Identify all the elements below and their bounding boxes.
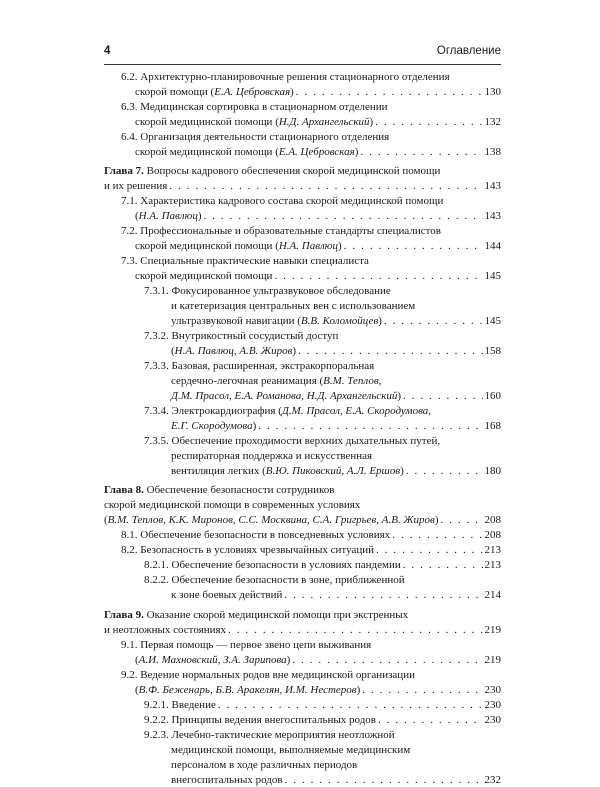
toc-entry-9-2-2: 9.2.2. Принципы ведения внегоспитальных родов . . . 230 xyxy=(144,714,501,727)
page-ref: 232 xyxy=(484,774,501,786)
toc-entry-7-3-2-cont: (Н.А. Павлюц, А.В. Жиров) . . . 158 xyxy=(171,345,501,358)
toc-entry-8-2-1: 8.2.1. Обеспечение безопасности в условиях пандемии . . . 213 xyxy=(144,559,501,572)
page-ref: 143 xyxy=(484,210,501,222)
page-ref: 158 xyxy=(484,345,501,357)
dot-leader xyxy=(296,86,483,99)
page-ref: 145 xyxy=(484,270,501,282)
dot-leader xyxy=(285,774,483,787)
toc-chapter-8-cont: скорой медицинской помощи в современных условиях xyxy=(104,499,361,511)
page-ref: 180 xyxy=(484,465,501,477)
toc-entry-7-3-1-cont: и катетеризация центральных вен с использованием xyxy=(171,300,416,312)
dot-leader xyxy=(274,270,482,283)
toc-entry-8-2: 8.2. Безопасность в условиях чрезвычайных ситуаций . . . 213 xyxy=(121,544,501,557)
toc-entry-9-2-3-cont: медицинской помощи, выполняемые медицинским xyxy=(171,744,411,756)
dot-leader xyxy=(362,684,482,697)
dot-leader xyxy=(378,714,482,727)
toc-chapter-9-cont: и неотложных состояниях . . . 219 xyxy=(104,624,501,637)
toc-entry-7-3-5-cont: респираторная поддержка и искусственная xyxy=(171,450,373,462)
dot-leader xyxy=(360,146,482,159)
dot-leader xyxy=(375,116,482,129)
toc-entry-9-2-3-cont3: внегоспитальных родов . . . 232 xyxy=(171,774,501,787)
page-ref: 208 xyxy=(484,529,501,541)
dot-leader xyxy=(406,465,483,478)
page-ref: 160 xyxy=(484,390,501,402)
toc-entry-6-3-cont: скорой медицинской помощи (Н.Д. Архангельский) . . . 132 xyxy=(135,116,501,129)
toc-entry-7-3-3-cont2: Д.М. Прасол, Е.А. Романова, Н.Д. Архангельский) . . . 160 xyxy=(171,390,501,403)
toc-entry-7-1-cont: (Н.А. Павлюц) . . . 143 xyxy=(135,210,501,223)
toc-entry-7-3-1-cont2: ультразвуковой навигации (В.В. Коломойцев) . . . 145 xyxy=(171,315,501,328)
toc-entry-6-4: 6.4. Организация деятельности стационарного отделения xyxy=(121,131,390,143)
toc-entry-7-3-3-cont: сердечно-легочная реанимация (В.М. Теплов, xyxy=(171,375,382,387)
dot-leader xyxy=(218,699,483,712)
page-ref: 230 xyxy=(484,699,501,711)
toc-entry-9-2-3: 9.2.3. Лечебно-тактические мероприятия неотложной xyxy=(144,729,395,741)
toc-entry-8-2-2: 8.2.2. Обеспечение безопасности в зоне, приближенной xyxy=(144,574,405,586)
toc-entry-9-2-3-cont2: персоналом в ходе различных периодов xyxy=(171,759,358,771)
page-ref: 143 xyxy=(484,180,501,192)
toc-entry-7-3-4: 7.3.4. Электрокардиография (Д.М. Прасол, Е.А. Скородумова, xyxy=(144,405,432,417)
toc-entry-7-3: 7.3. Специальные практические навыки специалиста xyxy=(121,255,369,267)
toc-entry-7-3-2: 7.3.2. Внутрикостный сосудистый доступ xyxy=(144,330,339,342)
running-header xyxy=(104,47,501,59)
page-ref: 168 xyxy=(484,420,501,432)
toc-entry-6-2-cont: скорой помощи (Е.А. Цебровская) . . . 130 xyxy=(135,86,501,99)
toc-entry-6-3: 6.3. Медицинская сортировка в стационарном отделении xyxy=(121,101,388,113)
page-ref: 130 xyxy=(484,86,501,98)
toc-entry-9-1: 9.1. Первая помощь — первое звено цепи выживания xyxy=(121,639,372,651)
page-ref: 144 xyxy=(484,240,501,252)
dot-leader xyxy=(376,544,483,557)
page-ref: 145 xyxy=(484,315,501,327)
running-title: Оглавление xyxy=(436,45,501,57)
toc-entry-7-2-cont: скорой медицинской помощи (Н.А. Павлюц) . . . 144 xyxy=(135,240,501,253)
toc-entry-7-3-4-cont: Е.Г. Скородумова) . . . 168 xyxy=(171,420,501,433)
toc-entry-7-1: 7.1. Характеристика кадрового состава скорой медицинской помощи xyxy=(121,195,444,207)
dot-leader xyxy=(344,240,483,253)
dot-leader xyxy=(403,559,483,572)
toc-entry-7-3-cont: скорой медицинской помощи . . . 145 xyxy=(135,270,501,283)
dot-leader xyxy=(440,514,482,527)
page-ref: 208 xyxy=(484,514,501,526)
toc-entry-8-2-2-cont: к зоне боевых действий . . . 214 xyxy=(171,589,501,602)
dot-leader xyxy=(403,390,482,403)
toc-entry-6-4-cont: скорой медицинской помощи (Е.А. Цебровская) . . . 138 xyxy=(135,146,501,159)
toc-entry-9-2-1: 9.2.1. Введение . . . 230 xyxy=(144,699,501,712)
page-ref: 219 xyxy=(484,624,501,636)
dot-leader xyxy=(292,654,482,667)
dot-leader xyxy=(228,624,482,637)
dot-leader xyxy=(169,180,482,193)
page-ref: 214 xyxy=(484,589,501,601)
toc-chapter-8-cont2: (В.М. Теплов, К.К. Миронов, С.С. Москвина, С.А. Григрьев, А.В. Жиров) . . . 208 xyxy=(104,514,501,527)
toc-entry-9-2: 9.2. Ведение нормальных родов вне медицинской организации xyxy=(121,669,415,681)
page-ref: 213 xyxy=(484,544,501,556)
page-number: 4 xyxy=(104,45,111,57)
dot-leader xyxy=(258,420,482,433)
toc-chapter-9: Глава 9. Оказание скорой медицинской помощи при экстренных xyxy=(104,609,409,621)
toc-chapter-8: Глава 8. Обеспечение безопасности сотрудников xyxy=(104,484,335,496)
toc-chapter-7-cont: и их решения . . . 143 xyxy=(104,180,501,193)
toc-entry-9-2-cont: (В.Ф. Беженарь, Б.В. Аракелян, И.М. Нестеров) . . . 230 xyxy=(135,684,501,697)
toc-entry-8-1: 8.1. Обеспечение безопасности в повседневных условиях . . . 208 xyxy=(121,529,501,542)
toc-entry-7-2: 7.2. Профессиональные и образовательные стандарты специалистов xyxy=(121,225,441,237)
dot-leader xyxy=(284,589,482,602)
toc-entry-6-2: 6.2. Архитектурно-планировочные решения стационарного отделения xyxy=(121,71,450,83)
page-ref: 230 xyxy=(484,714,501,726)
header-rule xyxy=(104,64,501,65)
page-ref: 230 xyxy=(484,684,501,696)
toc-entry-7-3-5: 7.3.5. Обеспечение проходимости верхних дыхательных путей, xyxy=(144,435,441,447)
toc-entry-7-3-3: 7.3.3. Базовая, расширенная, экстракорпоральная xyxy=(144,360,375,372)
dot-leader xyxy=(384,315,483,328)
page-ref: 219 xyxy=(484,654,501,666)
page-ref: 132 xyxy=(484,116,501,128)
dot-leader xyxy=(392,529,482,542)
page-ref: 213 xyxy=(484,559,501,571)
dot-leader xyxy=(204,210,483,223)
toc-entry-7-3-5-cont2: вентиляция легких (В.Ю. Пиковский, А.Л. Ершов) . . . 180 xyxy=(171,465,501,478)
toc-entry-7-3-1: 7.3.1. Фокусированное ультразвуковое обследование xyxy=(144,285,391,297)
dot-leader xyxy=(298,345,482,358)
toc-entry-9-1-cont: (А.И. Махновский, З.А. Зарипова) . . . 219 xyxy=(135,654,501,667)
page-ref: 138 xyxy=(484,146,501,158)
toc-chapter-7: Глава 7. Вопросы кадрового обеспечения скорой медицинской помощи xyxy=(104,165,441,177)
